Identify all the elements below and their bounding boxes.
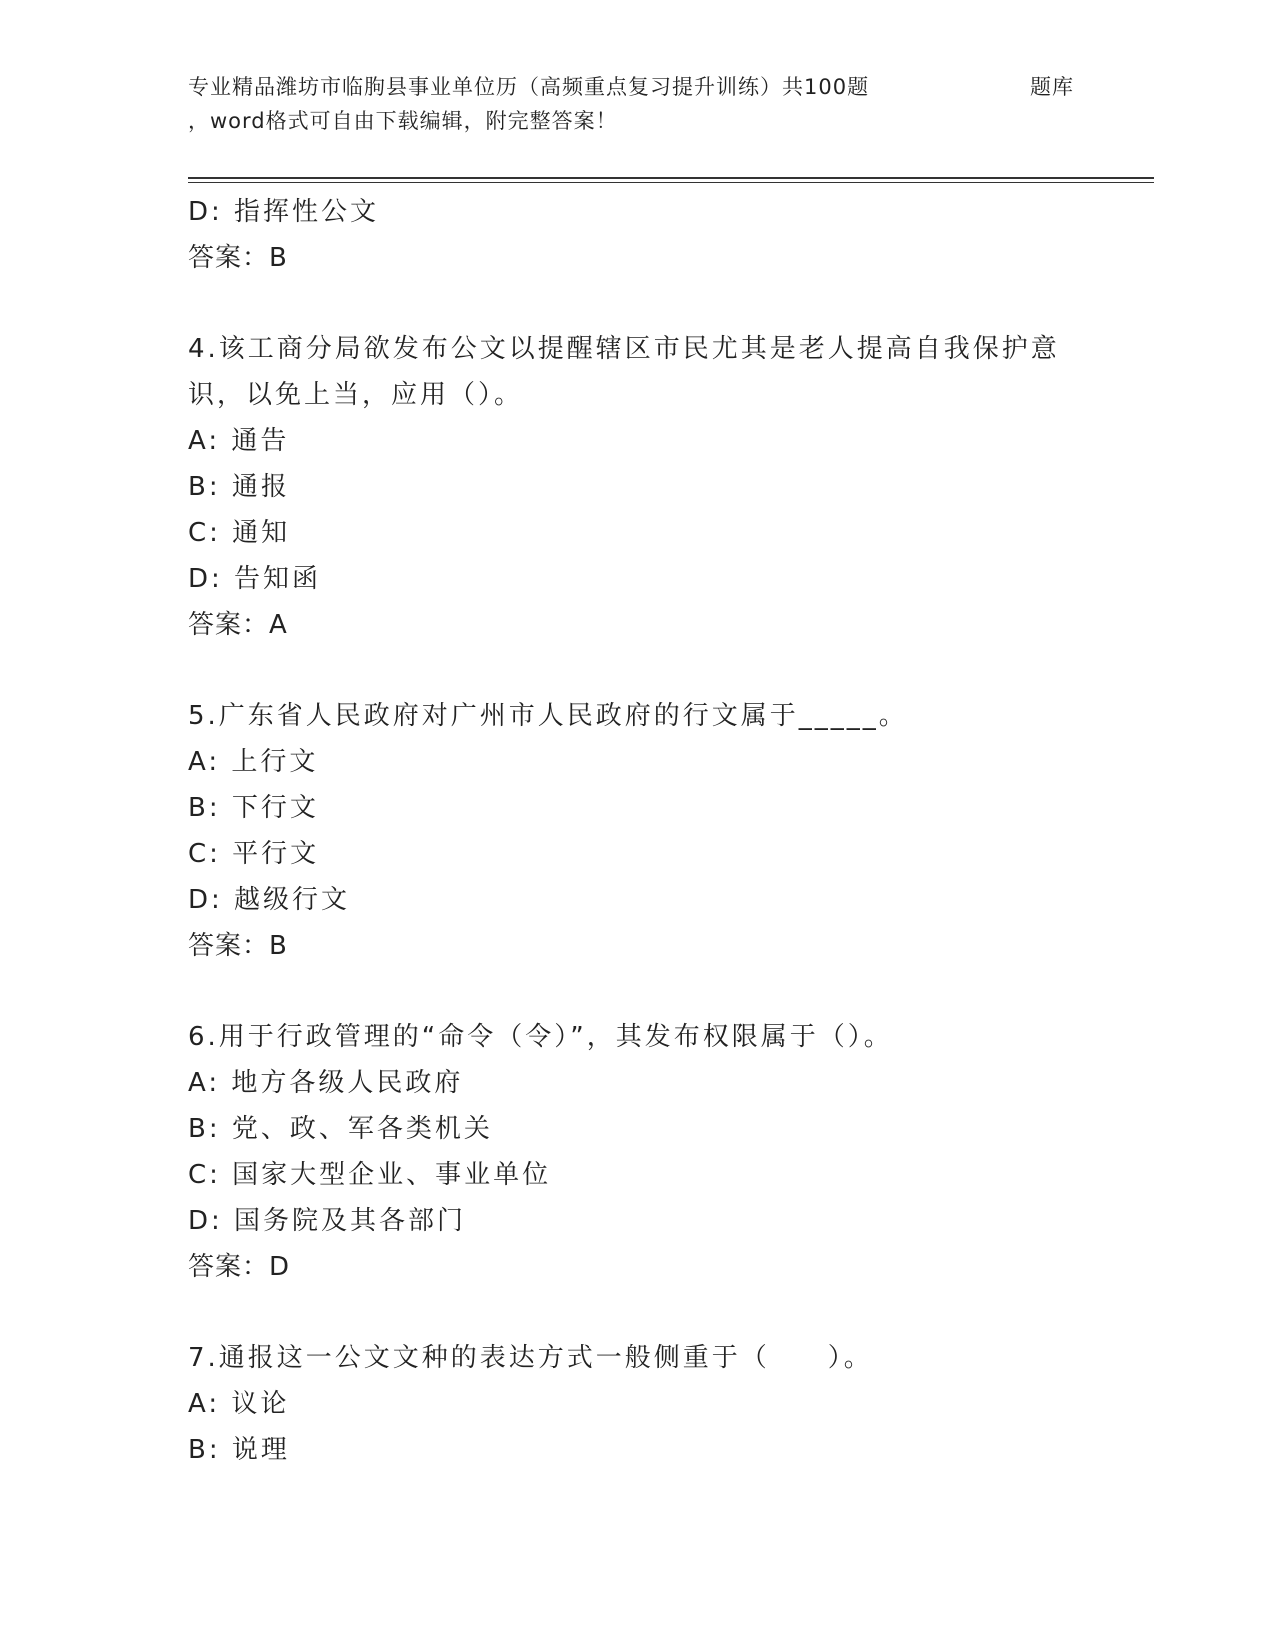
question-stem-continued: 识，以免上当，应用（）。 [188,380,524,410]
page-header [188,70,1148,138]
option-a: A: 通告 [188,426,290,456]
answer: 答案：B [188,243,288,273]
spacer [188,1290,1088,1335]
header-divider-thick [188,177,1154,179]
option-c: C: 通知 [188,518,291,548]
question-4 [188,326,1088,648]
option-b: B: 下行文 [188,793,319,823]
answer: 答案：A [188,610,288,640]
option-b: B: 党、政、军各类机关 [188,1114,493,1144]
option-b: B: 通报 [188,472,290,502]
option-d: D: 告知函 [188,564,322,594]
answer: 答案：D [188,1252,291,1282]
header-divider-thin [188,182,1154,183]
option-a: A: 上行文 [188,747,319,777]
question-6 [188,1014,1088,1290]
question-3-tail [188,189,1088,281]
question-stem: 4.该工商分局欲发布公文以提醒辖区市民尤其是老人提高自我保护意 [188,334,1060,364]
option-d: D: 国务院及其各部门 [188,1206,467,1236]
spacer [188,281,1088,326]
header-tag: 题库 [1030,75,1074,99]
question-5 [188,693,1088,969]
spacer [188,969,1088,1014]
header-title: 专业精品潍坊市临朐县事业单位历（高频重点复习提升训练）共100题 [188,75,870,99]
option-d: D: 越级行文 [188,885,351,915]
question-stem: 6.用于行政管理的“命令（令）”，其发布权限属于（）。 [188,1022,893,1052]
option-c: C: 国家大型企业、事业单位 [188,1160,552,1190]
spacer [188,648,1088,693]
answer: 答案：B [188,931,288,961]
question-stem: 5.广东省人民政府对广州市人民政府的行文属于_____。 [188,701,908,731]
option-c: C: 平行文 [188,839,320,869]
question-7 [188,1335,1088,1473]
option-b: B: 说理 [188,1435,290,1465]
question-list [188,189,1088,1473]
option-a: A: 地方各级人民政府 [188,1068,464,1098]
question-stem: 7.通报这一公文文种的表达方式一般侧重于（ ）。 [188,1343,873,1373]
header-title-line [188,70,1148,104]
header-subtitle: ，word格式可自由下载编辑，附完整答案！ [188,109,618,133]
option-a: A: 议论 [188,1389,290,1419]
option-d: D: 指挥性公文 [188,197,380,227]
